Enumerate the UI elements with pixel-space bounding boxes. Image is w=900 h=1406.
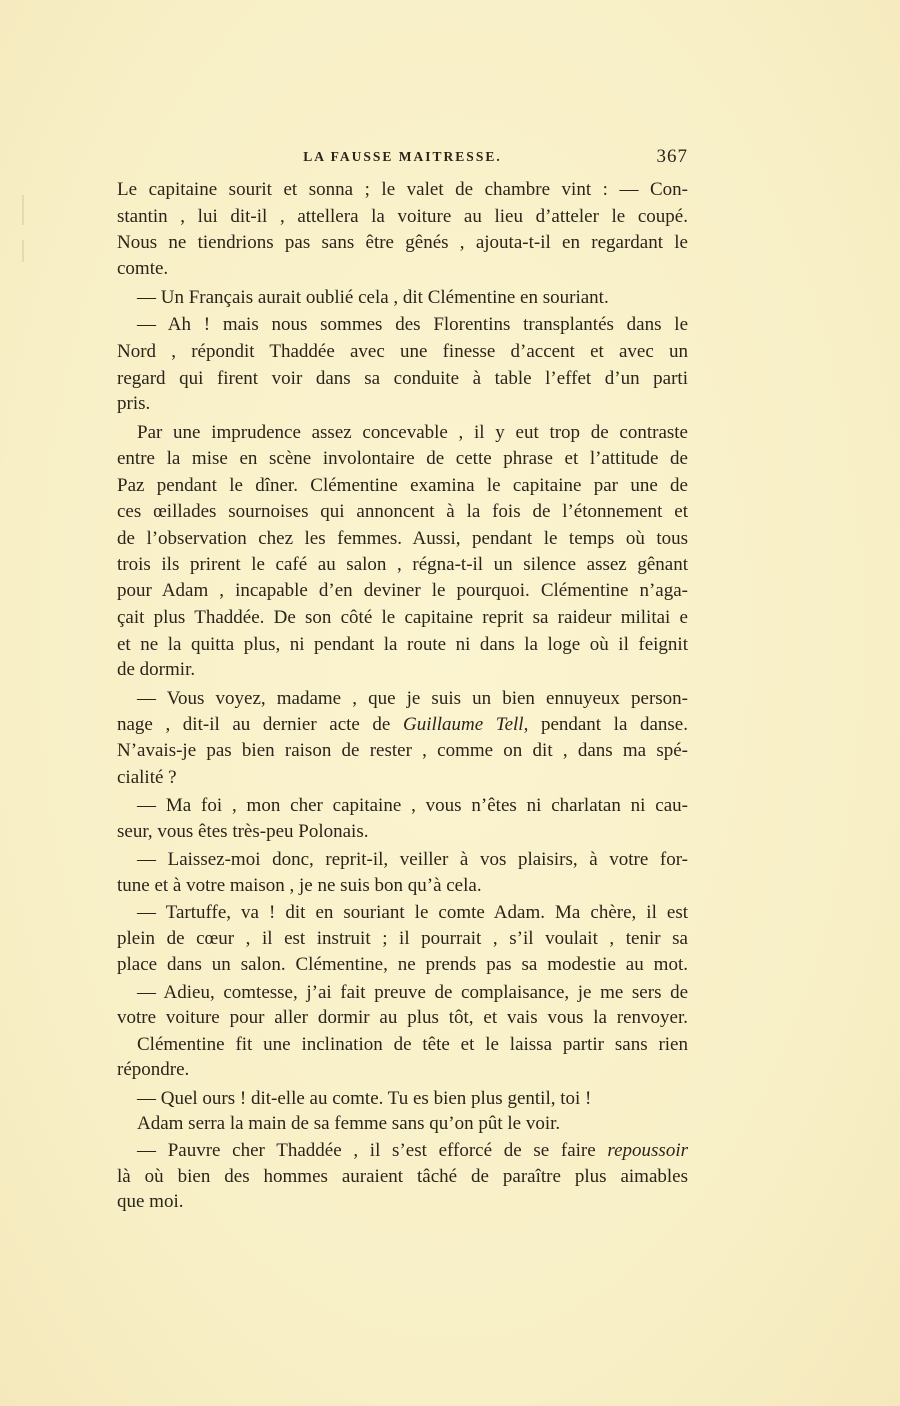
text-line: stantin , lui dit-il , attellera la voiture au lieu d’atteler le coupé.	[117, 206, 688, 227]
text-line: — Tartuffe, va ! dit en souriant le comte Adam. Ma chère, il est	[137, 902, 688, 923]
page-header	[117, 147, 688, 169]
page-number: 367	[656, 146, 688, 167]
italic-title: Guillaume Tell	[402, 714, 524, 735]
text-line: comte.	[117, 258, 169, 279]
text-line: — Adieu, comtesse, j’ai fait preuve de complaisance, je me sers de	[137, 982, 688, 1003]
text-line: de l’observation chez les femmes. Aussi, pendant le temps où tous	[117, 528, 688, 549]
text-line: tune et à votre maison , je ne suis bon qu’à cela.	[117, 875, 482, 896]
text-line: trois ils prirent le café au salon , régna-t-il un silence assez gênant	[117, 554, 688, 575]
text-line: Paz pendant le dîner. Clémentine examina le capitaine par une de	[117, 475, 688, 496]
text-line: Adam serra la main de sa femme sans qu’on pût le voir.	[137, 1113, 561, 1134]
text-line: plein de cœur , il est instruit ; il pourrait , s’il voulait , tenir sa	[117, 928, 688, 949]
text-line: Clémentine fit une inclination de tête et le laissa partir sans rien	[137, 1034, 688, 1055]
text-segment: , pendant la danse.	[523, 714, 688, 735]
italic-word: repoussoir	[607, 1140, 688, 1161]
text-line: et ne la quitta plus, ni pendant la route ni dans la loge où il feignit	[117, 634, 688, 655]
text-line: çait plus Thaddée. De son côté le capitaine reprit sa raideur militai e	[117, 607, 688, 628]
text-line: là où bien des hommes auraient tâché de paraître plus aimables	[117, 1166, 688, 1187]
text-segment: nage , dit-il au dernier acte de	[117, 714, 403, 735]
text-line: — Ma foi , mon cher capitaine , vous n’êtes ni charlatan ni cau-	[137, 795, 688, 816]
text-line: pour Adam , incapable d’en deviner le pourquoi. Clémentine n’aga-	[117, 580, 688, 601]
scan-edge-mark	[22, 195, 24, 225]
text-line	[117, 713, 688, 737]
text-line: — Un Français aurait oublié cela , dit Clémentine en souriant.	[137, 287, 609, 308]
text-segment: — Pauvre cher Thaddée , il s’est efforcé de se faire	[137, 1140, 608, 1161]
text-line: — Vous voyez, madame , que je suis un bien ennuyeux person-	[137, 688, 688, 709]
text-line: Nous ne tiendrions pas sans être gênés , ajouta-t-il en regardant le	[117, 232, 688, 253]
text-line: Par une imprudence assez concevable , il y eut trop de contraste	[137, 422, 688, 443]
text-line: place dans un salon. Clémentine, ne prends pas sa modestie au mot.	[117, 954, 688, 975]
text-line: seur, vous êtes très-peu Polonais.	[117, 821, 369, 842]
running-title: LA FAUSSE MAITRESSE.	[303, 149, 502, 164]
text-line: — Laissez-moi donc, reprit-il, veiller à vos plaisirs, à votre for-	[137, 849, 688, 870]
text-line: N’avais-je pas bien raison de rester , comme on dit , dans ma spé-	[117, 740, 688, 761]
text-line: regard qui firent voir dans sa conduite à table l’effet d’un parti	[117, 368, 688, 389]
text-line: Nord , répondit Thaddée avec une finesse d’accent et avec un	[117, 341, 688, 362]
text-line: Le capitaine sourit et sonna ; le valet de chambre vint : — Con-	[117, 179, 688, 200]
text-line: — Ah ! mais nous sommes des Florentins transplantés dans le	[137, 314, 688, 335]
scan-edge-mark	[22, 240, 24, 262]
text-line: ces œillades sournoises qui annoncent à la fois de l’étonnement et	[117, 501, 688, 522]
text-line: entre la mise en scène involontaire de cette phrase et l’attitude de	[117, 448, 688, 469]
text-line: que moi.	[117, 1191, 184, 1212]
text-line: — Quel ours ! dit-elle au comte. Tu es bien plus gentil, toi !	[137, 1088, 592, 1109]
text-line: de dormir.	[117, 659, 196, 680]
text-line: pris.	[117, 393, 151, 414]
text-line: répondre.	[117, 1059, 190, 1080]
text-line: votre voiture pour aller dormir au plus tôt, et vais vous la renvoyer.	[117, 1007, 688, 1028]
text-line: cialité ?	[117, 767, 177, 788]
text-line	[137, 1139, 688, 1163]
